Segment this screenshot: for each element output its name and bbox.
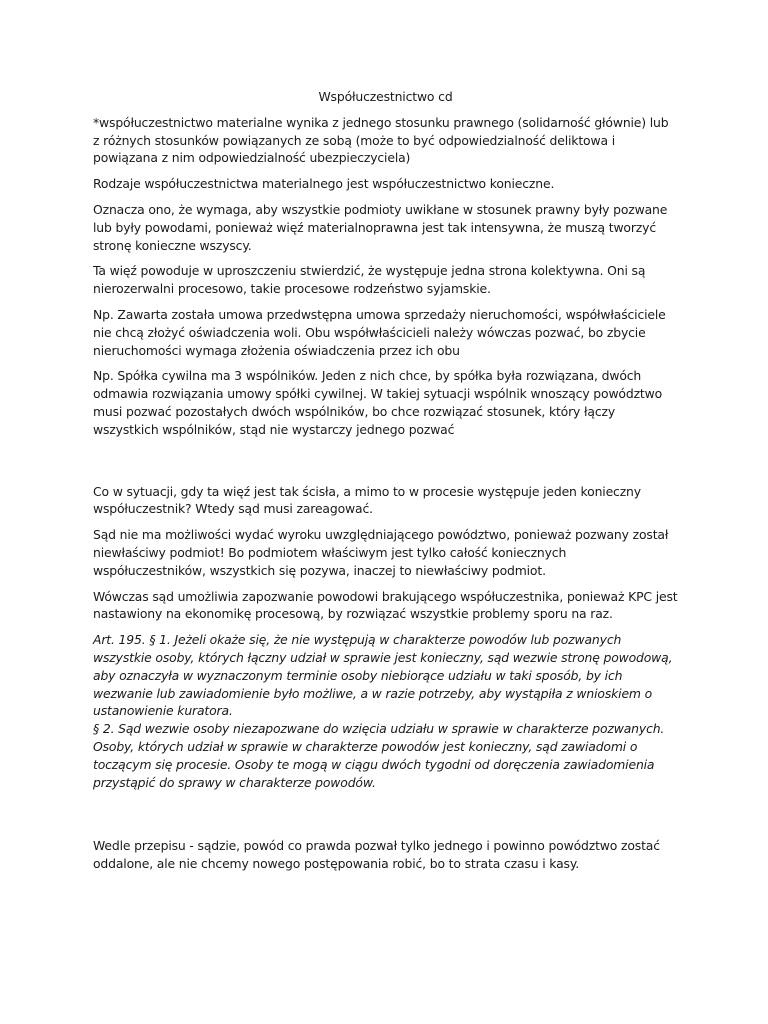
document-page <box>93 88 678 881</box>
paragraph-court-allows: Wówczas sąd umożliwia zapozwanie powodowi brakującego współuczestnika, ponieważ KPC jest nastawiony na ekonomikę procesową, by rozwiązać wszystkie problemy sporu na raz. <box>93 588 678 622</box>
document-title: Współuczestnictwo cd <box>318 89 453 104</box>
paragraph-collective-party: Ta więź powoduje w uproszczeniu stwierdzić, że występuje jedna strona kolektywna. Oni są nierozerwalni procesowo, takie procesowe rodzeństwo syjamskie. <box>93 263 646 297</box>
paragraph-material-co-participation: *współuczestnictwo materialne wynika z jednego stosunku prawnego (solidarność głównie) lub z różnych stosunków powiązanych ze sobą (może to być odpowiedzialność deliktowa i powiązana z nim odpowiedzialność ubezpieczyciela) <box>93 114 669 166</box>
paragraph-types: Rodzaje współuczestnictwa materialnego jest współuczestnictwo konieczne. <box>93 176 555 192</box>
paragraph-example-property: Np. Zawarta została umowa przedwstępna umowa sprzedaży nieruchomości, współwłaściciele nie chcą złożyć oświadczenia woli. Obu współwłaścicieli należy wówczas pozwać, bo zbycie nieruchomości wymaga złożenia oświadczenia przez ich obu <box>93 306 666 358</box>
paragraph-example-partnership: Np. Spółka cywilna ma 3 wspólników. Jeden z nich chce, by spółka była rozwiązana, dwóch odmawia rozwiązania umowy spółki cywilnej. W takiej sytuacji wspólnik wnoszący powództwo musi pozwać pozostałych dwóch wspólników, bo chce rozwiązać stosunek, który łączy wszystkich wspólników, stąd nie wystarczy jednego pozwać <box>93 368 663 437</box>
paragraph-court-options: Sąd nie ma możliwości wydać wyroku uwzględniającego powództwo, ponieważ pozwany został niewłaściwy podmiot! Bo podmiotem właściwym jest tylko całość koniecznych współuczestników, wszystkich się pozywa, inaczej to niewłaściwy podmiot. <box>93 527 669 578</box>
legal-quote <box>93 631 678 791</box>
legal-section-1: Art. 195. § 1. Jeżeli okaże się, że nie występują w charakterze powodów lub pozwanych wszystkie osoby, których łączny udział w sprawie jest konieczny, sąd wezwie stronę powodową, aby oznaczyła w wyznaczonym terminie osoby niebiorące udziału w taki sposób, by ich wezwanie lub zawiadomienie było możliwe, a w razie potrzeby, aby wystąpiła z wnioskiem o ustanowienie kuratora. <box>93 632 673 719</box>
legal-section-2: § 2. Sąd wezwie osoby niezapozwane do wzięcia udziału w sprawie w charakterze pozwanych. Osoby, których udział w sprawie w charakterze powodów jest konieczny, sąd zawiadomi o toczącym się procesie. Osoby te mogą w ciągu dwóch tygodni od doręczenia zawiadomienia przystąpić do sprawy w charakterze powodów. <box>93 721 665 790</box>
paragraph-question: Co w sytuacji, gdy ta więź jest tak ścisła, a mimo to w procesie występuje jeden konieczny współuczestnik? Wtedy sąd musi zareagować. <box>93 483 641 517</box>
paragraph-meaning: Oznacza ono, że wymaga, aby wszystkie podmioty uwikłane w stosunek prawny były pozwane lub były powodami, ponieważ więź materialnoprawna jest tak intensywna, że muszą tworzyć stronę konieczne wszyscy. <box>93 201 668 253</box>
paragraph-closing: Wedle przepisu - sądzie, powód co prawda pozwał tylko jednego i powinno powództwo zostać oddalone, ale nie chcemy nowego postępowania robić, bo to strata czasu i kasy. <box>93 838 660 872</box>
